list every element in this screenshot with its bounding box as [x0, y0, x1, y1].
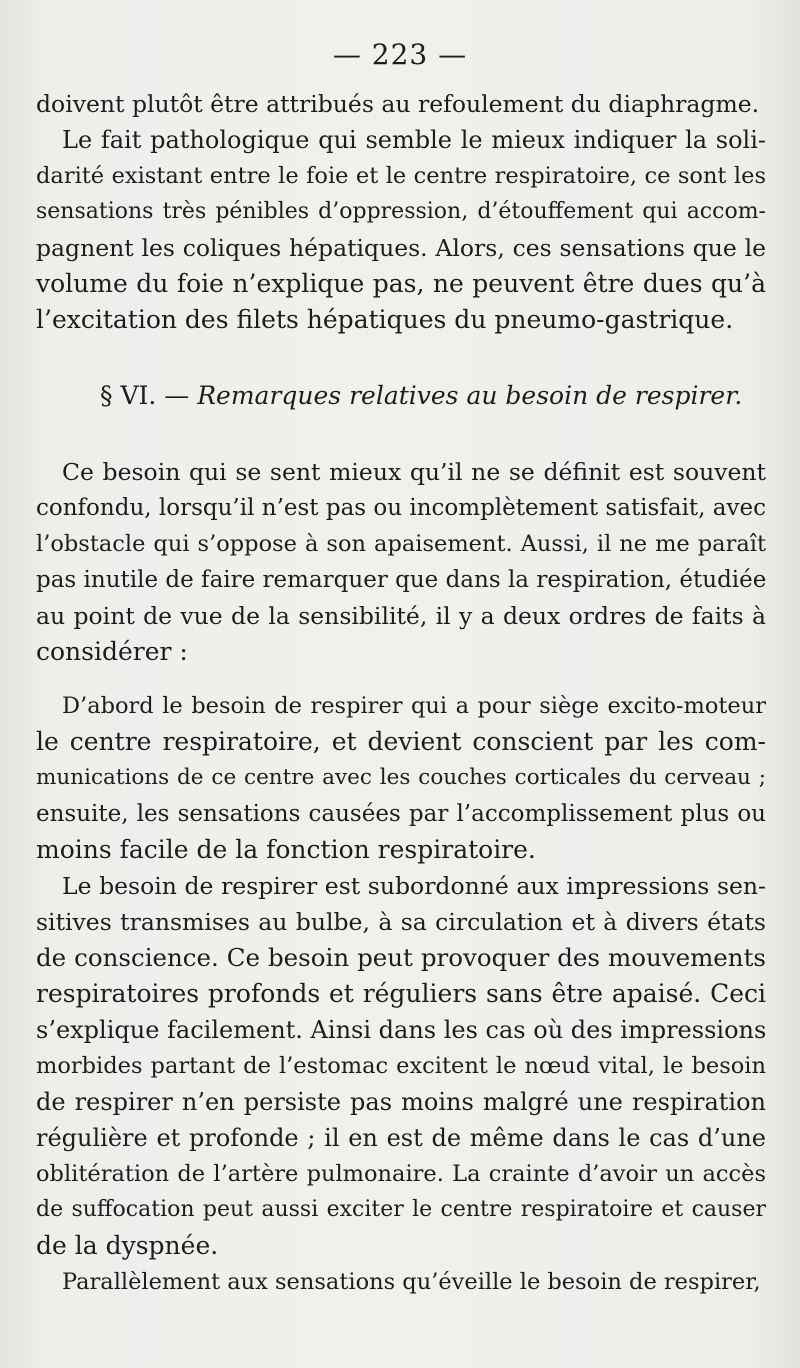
text-line: l’excitation des filets hépatiques du pneumo-gastrique.: [36, 305, 734, 334]
text-line: sitives transmises au bulbe, à sa circulation et à divers états: [36, 908, 766, 936]
text-line: le centre respiratoire, et devient conscient par les com-: [36, 727, 766, 756]
text-line: de suffocation peut aussi exciter le centre respiratoire et causer: [36, 1197, 766, 1222]
text-line: de la dyspnée.: [36, 1231, 219, 1260]
text-line: Le fait pathologique qui semble le mieux indiquer la soli-: [62, 126, 766, 154]
text-line: sensations très pénibles d’oppression, d’étouffement qui accom-: [36, 199, 766, 224]
page-number: — 223 —: [332, 38, 468, 71]
text-line: Ce besoin qui se sent mieux qu’il ne se définit est souvent: [62, 458, 766, 486]
text-line: pas inutile de faire remarquer que dans la respiration, étudiée: [36, 567, 767, 593]
text-line: moins facile de la fonction respiratoire.: [36, 835, 536, 864]
text-line: ensuite, les sensations causées par l’accomplissement plus ou: [36, 801, 766, 827]
text-line: volume du foie n’explique pas, ne peuvent être dues qu’à: [36, 269, 766, 298]
text-line: D’abord le besoin de respirer qui a pour siège excito-moteur: [62, 693, 766, 719]
text-line: de respirer n’en persiste pas moins malgré une respiration: [36, 1088, 766, 1116]
text-line: l’obstacle qui s’oppose à son apaisement. Aussi, il ne me paraît: [36, 531, 766, 557]
text-line: morbides partant de l’estomac excitent le nœud vital, le besoin: [36, 1053, 766, 1079]
section-number: § VI. —: [100, 381, 198, 410]
text-line: Le besoin de respirer est subordonné aux impressions sen-: [62, 872, 766, 900]
text-line: pagnent les coliques hépatiques. Alors, ces sensations que le: [36, 234, 766, 262]
text-line: au point de vue de la sensibilité, il y a deux ordres de faits à: [36, 602, 766, 630]
text-line: régulière et profonde ; il en est de même dans le cas d’une: [36, 1124, 766, 1152]
section-heading: [36, 378, 766, 414]
body-text: [36, 86, 766, 1300]
text-line: considérer :: [36, 637, 188, 666]
text-line: confondu, lorsqu’il n’est pas ou incomplètement satisfait, avec: [36, 495, 766, 521]
text-line: s’explique facilement. Ainsi dans les cas où des impressions: [36, 1016, 767, 1044]
section-title: Remarques relatives au besoin de respirer.: [197, 381, 743, 410]
text-line: doivent plutôt être attribués au refoulement du diaphragme.: [36, 90, 760, 118]
text-line: de conscience. Ce besoin peut provoquer des mouvements: [36, 943, 766, 972]
text-line: respiratoires profonds et réguliers sans être apaisé. Ceci: [36, 979, 766, 1008]
text-line: Parallèlement aux sensations qu’éveille le besoin de respirer,: [62, 1269, 761, 1295]
text-line: munications de ce centre avec les couches corticales du cerveau ;: [36, 765, 766, 790]
text-line: oblitération de l’artère pulmonaire. La crainte d’avoir un accès: [36, 1161, 766, 1187]
text-line: darité existant entre le foie et le centre respiratoire, ce sont les: [36, 163, 766, 189]
